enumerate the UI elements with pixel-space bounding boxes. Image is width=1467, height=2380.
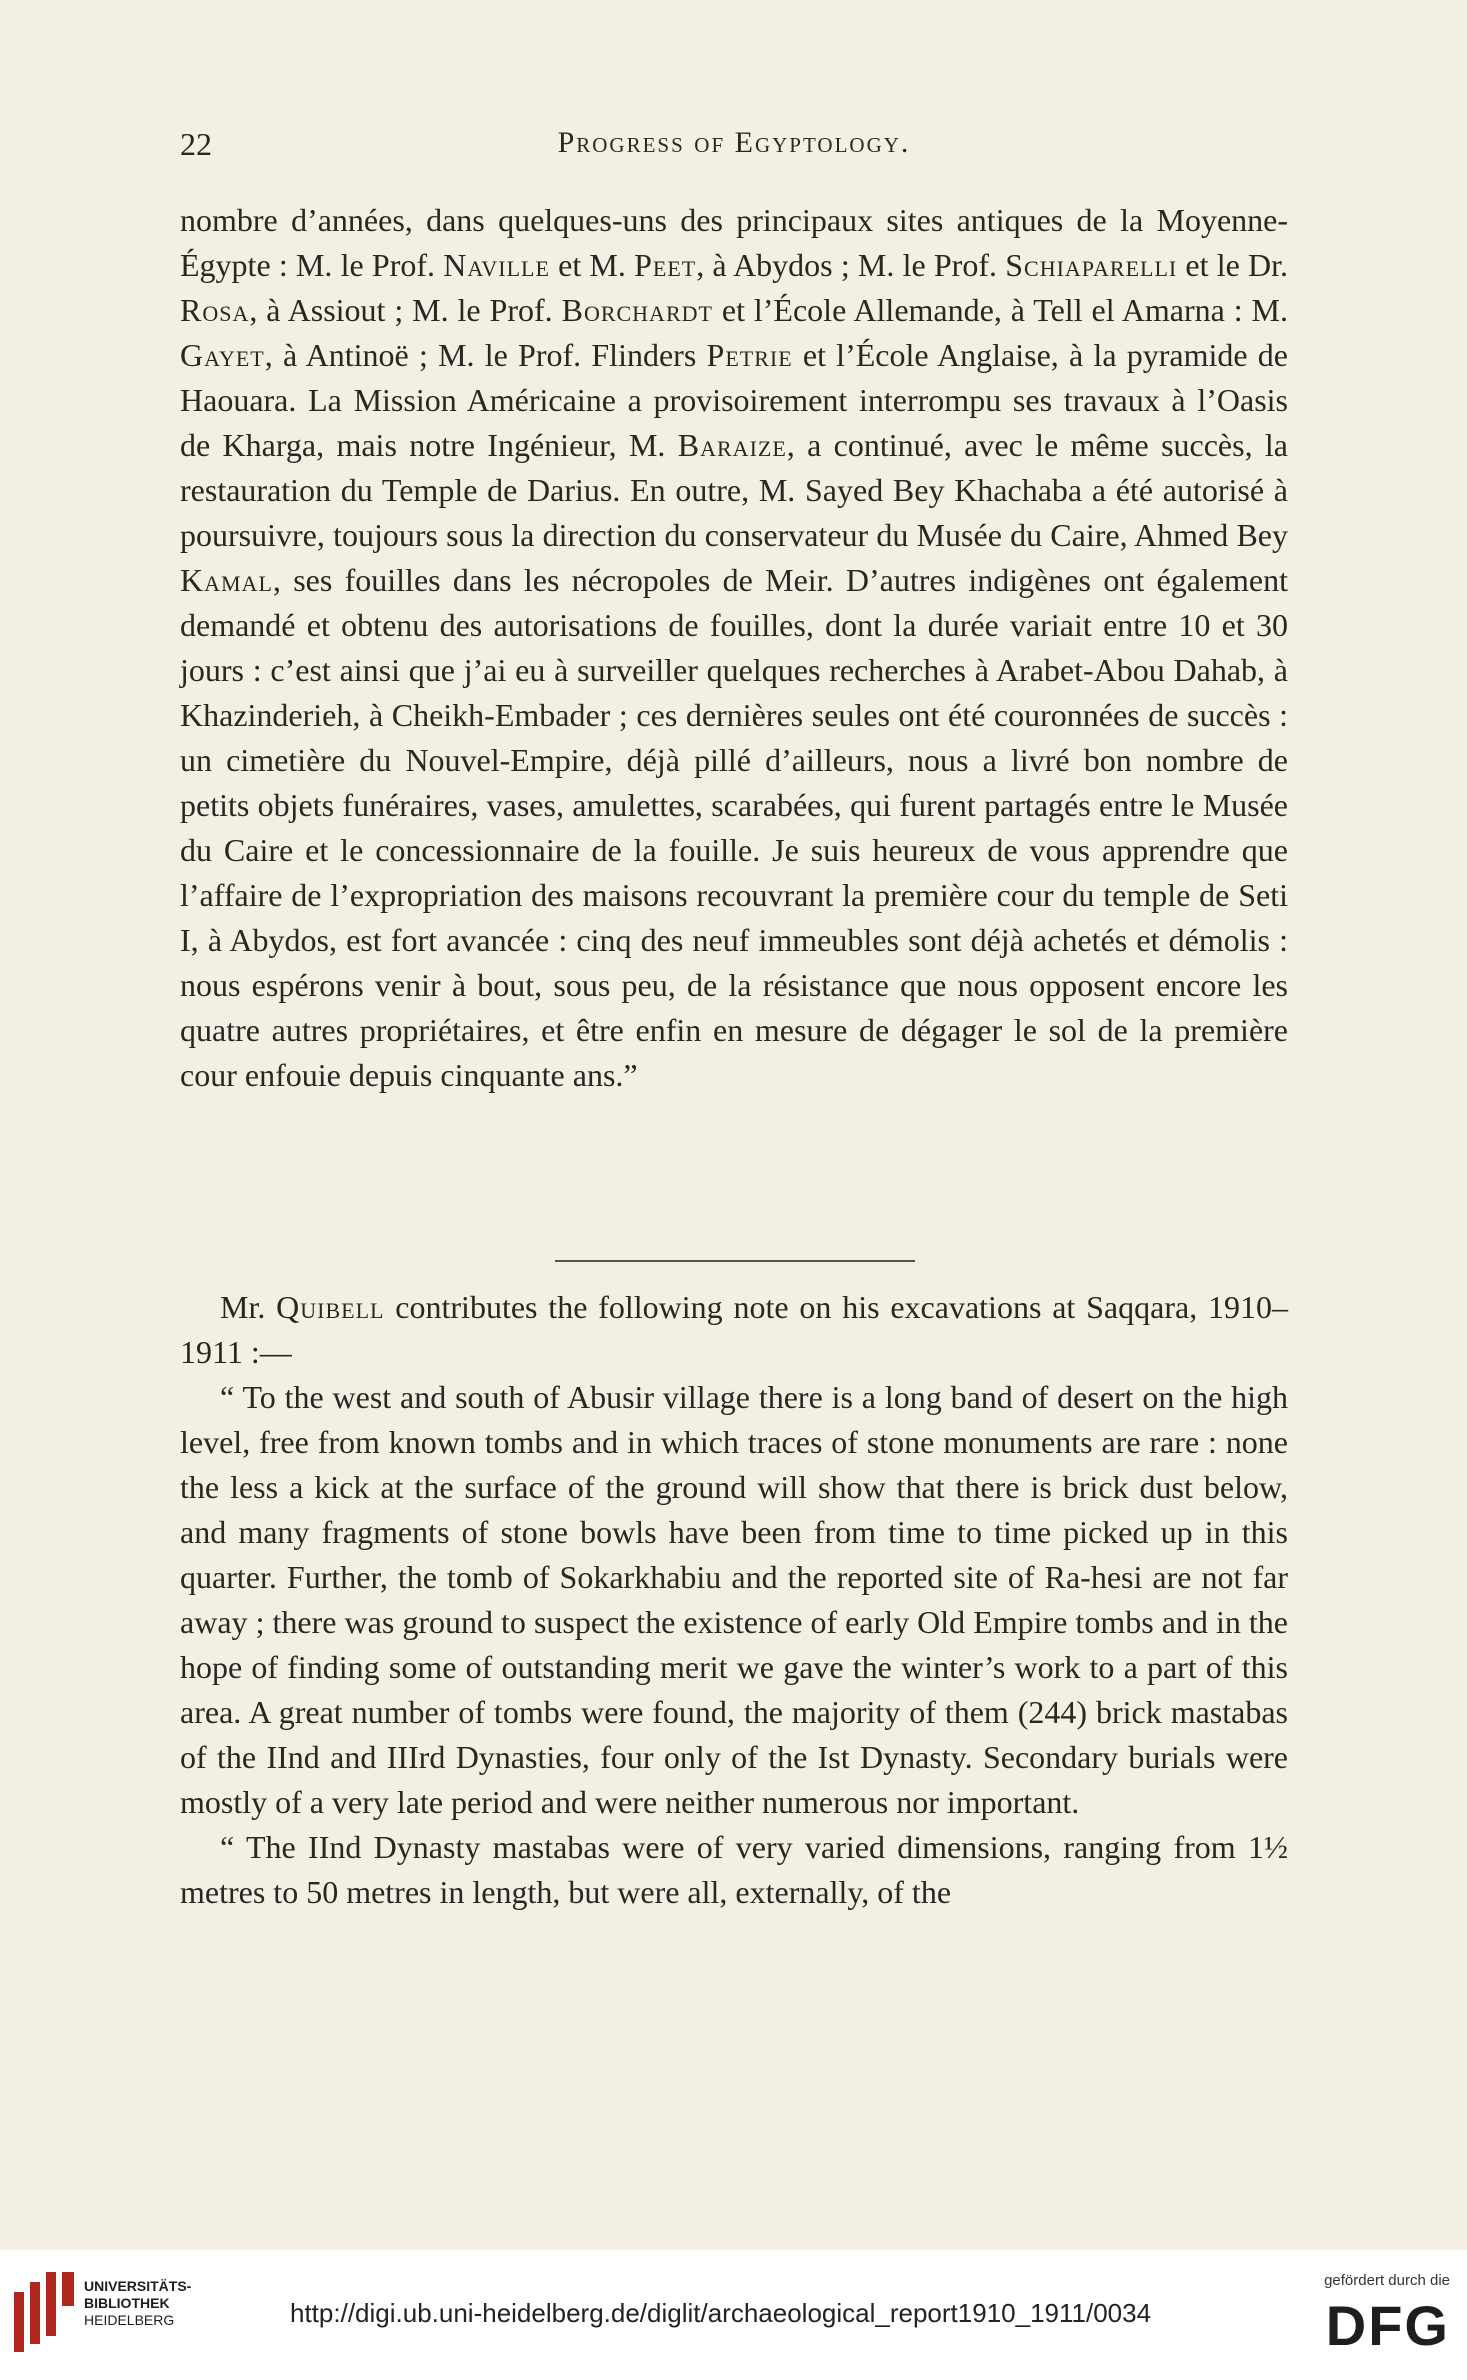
name-naville: Naville	[443, 247, 550, 283]
name-borchardt: Borchardt	[561, 292, 713, 328]
page-number: 22	[180, 126, 212, 162]
paragraph-abusir: “ To the west and south of Abusir village there is a long band of desert on the high level, free from known tombs and in which traces of stone monuments are rare : none the less a kick at the surface of the ground will show that there is brick dust below, and many fragments of stone bowls have been from time to time picked up in this quarter. Further, the tomb of Sokarkhabiu and the reported site of Ra-hesi are not far away ; there was ground to suspect the existence of early Old Empire tombs and in the hope of finding some of outstanding merit we gave the winter’s work to a part of this area. A great number of tombs were found, the majority of them (244) brick mastabas of the IInd and IIIrd Dynasties, four only of the Ist Dynasty. Secondary burials were mostly of a very late period and were neither numerous nor important.	[180, 1379, 1288, 1820]
running-title: Progress of Egyptology.	[557, 126, 911, 159]
intro-paragraph: Mr. Quibell contributes the following note on his excavations at Saqqara, 1910–1911 :—	[180, 1289, 1289, 1370]
name-kamal: Kamal	[180, 562, 273, 598]
section-divider	[555, 1260, 915, 1262]
library-name: UNIVERSITÄTS- BIBLIOTHEK HEIDELBERG	[84, 2278, 192, 2328]
name-peet: Peet	[634, 247, 697, 283]
page-header	[180, 126, 1288, 174]
name-schiaparelli: Schiaparelli	[1005, 247, 1178, 283]
library-logo-icon	[14, 2272, 76, 2352]
paragraph-mastabas: “ The IInd Dynasty mastabas were of very varied dimensions, ranging from 1½ metres to 50 metres in length, but were all, externally, of the	[180, 1829, 1288, 1910]
english-section	[180, 1285, 1288, 1915]
french-section	[180, 198, 1288, 1098]
footer-bar	[0, 2250, 1467, 2380]
funding-credit	[1290, 2272, 1450, 2372]
name-baraize: Baraize	[677, 427, 787, 463]
name-quibell: Quibell	[276, 1289, 385, 1325]
funded-by-label: gefördert durch die	[1324, 2272, 1450, 2289]
name-petrie: Petrie	[706, 337, 793, 373]
name-rosa: Rosa	[180, 292, 250, 328]
dfg-logo: DFG	[1325, 2294, 1450, 2357]
french-paragraph: nombre d’années, dans quelques-uns des principaux sites antiques de la Moyenne-Égypte : M. le Prof. Naville et M. Peet, à Abydos ; M. le Prof. Schiaparelli et le Dr. Rosa, à Assiout ; M. le Prof. Borchardt et l’École Allemande, à Tell el Amarna : M. Gayet, à Antinoë ; M. le Prof. Flinders Petrie et l’École Anglaise, à la pyramide de Haouara. La Mission Américaine a provisoirement interrompu ses travaux à l’Oasis de Kharga, mais notre Ingénieur, M. Baraize, a continué, avec le même succès, la restauration du Temple de Darius. En outre, M. Sayed Bey Khachaba a été autorisé à poursuivre, toujours sous la direction du conservateur du Musée du Caire, Ahmed Bey Kamal, ses fouilles dans les nécropoles de Meir. D’autres indigènes ont également demandé et obtenu des autorisations de fouilles, dont la durée variait entre 10 et 30 jours : c’est ainsi que j’ai eu à surveiller quelques recherches à Arabet-Abou Dahab, à Khazinderieh, à Cheikh-Embader ; ces dernières seules ont été couronnées de succès : un cimetière du Nouvel-Empire, déjà pillé d’ailleurs, nous a livré bon nombre de petits objets funéraires, vases, amulettes, scarabées, qui furent partagés entre le Musée du Caire et le concessionnaire de la fouille. Je suis heureux de vous apprendre que l’affaire de l’expropriation des maisons recouvrant la première cour du temple de Seti I, à Abydos, est fort avancée : cinq des neuf immeubles sont déjà achetés et démolis : nous espérons venir à bout, sous peu, de la résistance que nous opposent encore les quatre autres propriétaires, et être enfin en mesure de dégager le sol de la première cour enfouie depuis cinquante ans.”	[180, 202, 1289, 1093]
name-gayet: Gayet	[180, 337, 265, 373]
source-url-link[interactable]: http://digi.ub.uni-heidelberg.de/diglit/archaeological_report1910_1911/0034	[290, 2298, 1152, 2328]
